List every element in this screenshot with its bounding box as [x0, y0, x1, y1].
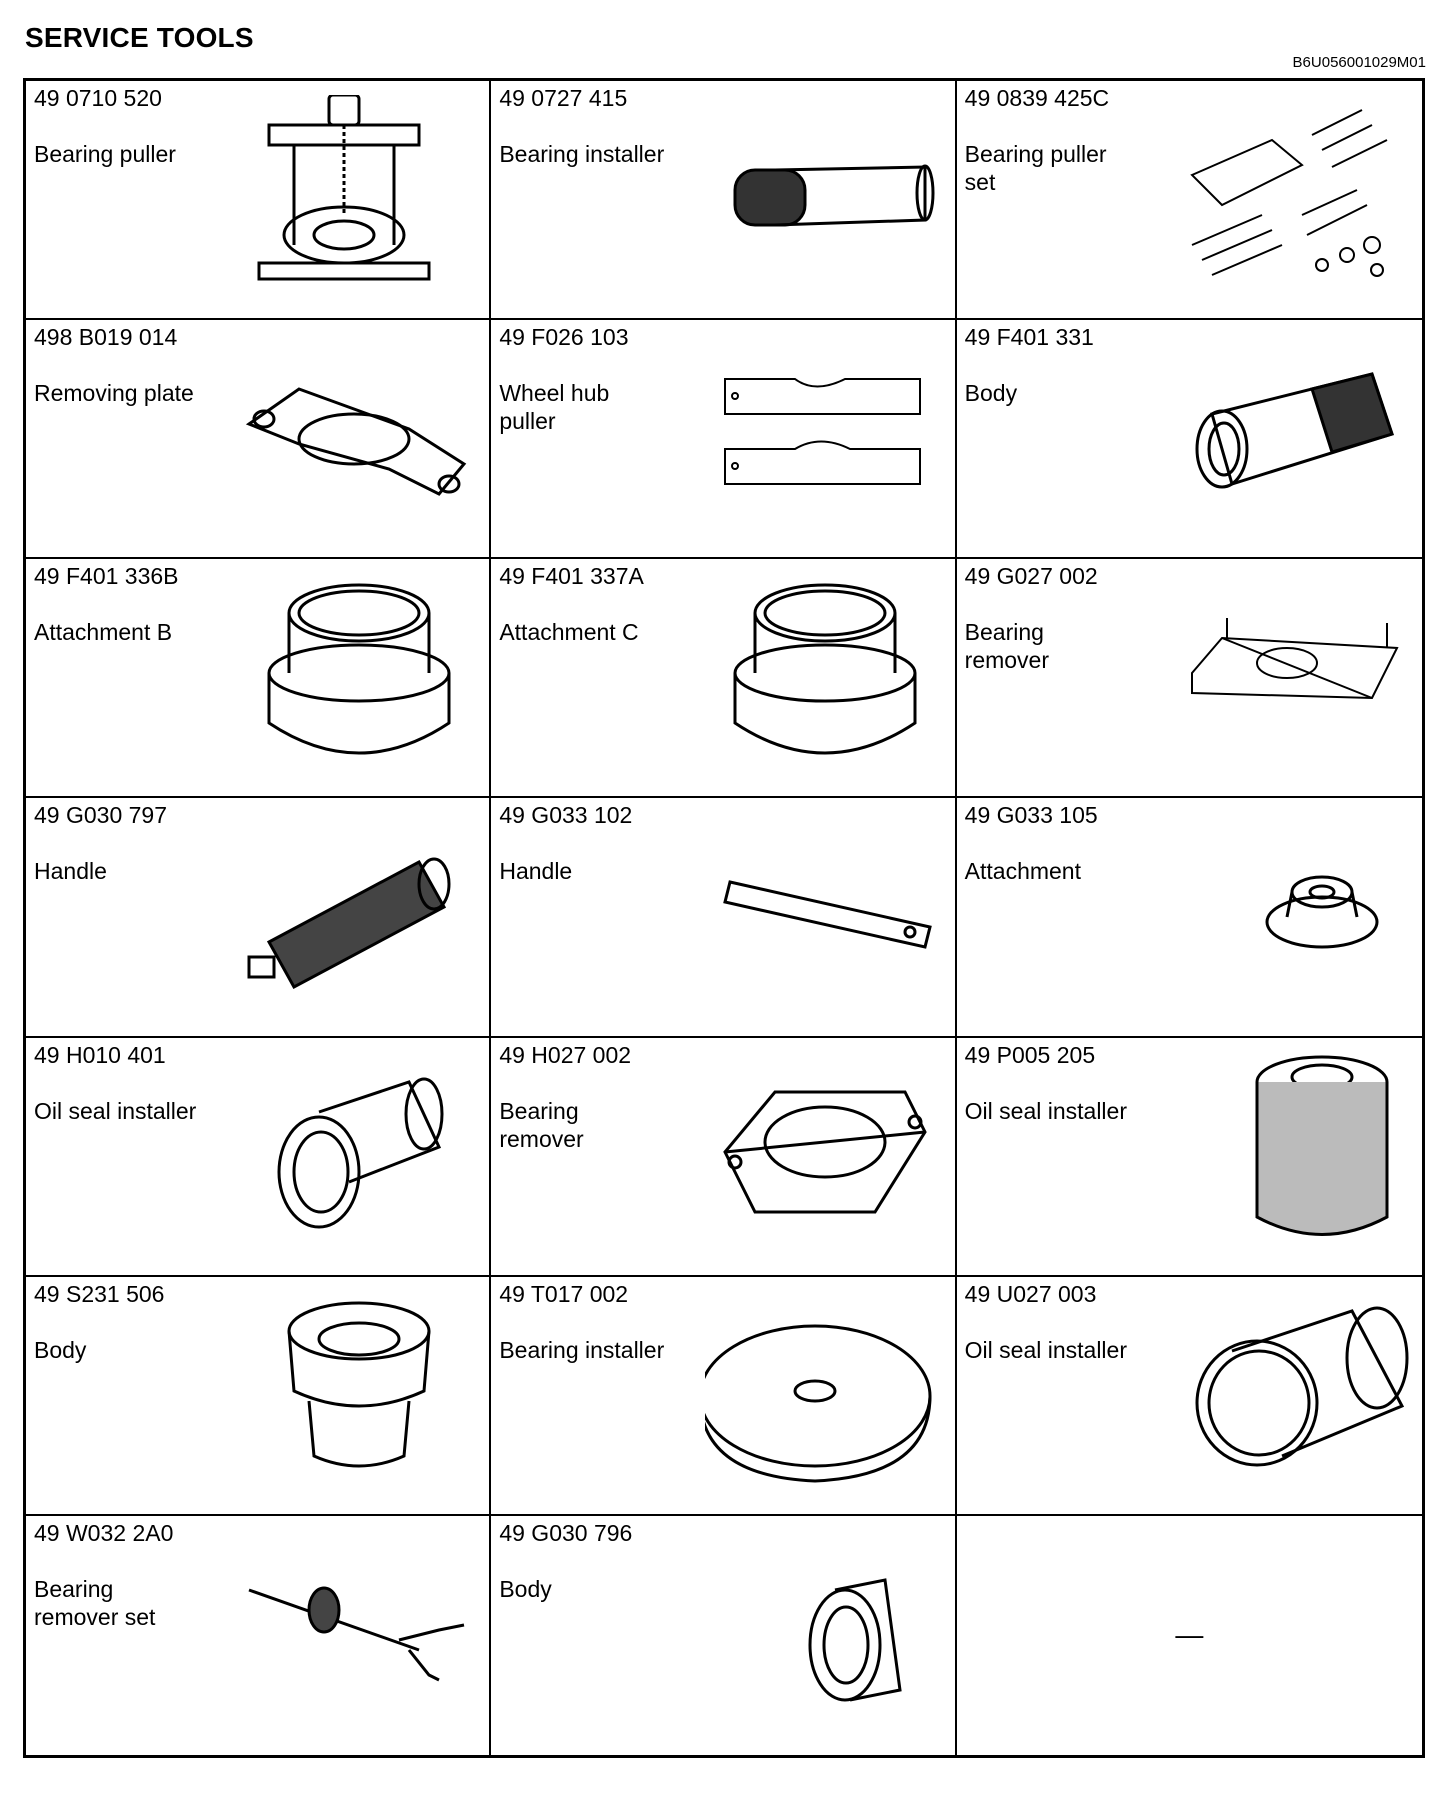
tool-cell — [26, 798, 491, 1037]
tool-name: Bearing installer — [499, 141, 665, 167]
attachment-c-icon — [705, 573, 945, 773]
wheel-hub-puller-icon — [705, 334, 945, 534]
part-number: 49 0839 425C — [964, 85, 1110, 111]
part-number: 49 U027 003 — [964, 1280, 1097, 1307]
bearing-installer-tube-icon — [705, 95, 945, 295]
tool-cell — [957, 1277, 1422, 1516]
tool-name: Bearing remover — [499, 1097, 584, 1152]
tool-cell — [26, 1516, 491, 1755]
part-number: 49 G033 105 — [964, 802, 1098, 829]
tool-name: Wheel hub puller — [499, 380, 610, 435]
tool-name: Attachment C — [499, 619, 639, 646]
part-number: 49 H027 002 — [499, 1041, 632, 1068]
tool-name: Body — [34, 1336, 87, 1363]
bearing-remover-plate-icon — [1172, 573, 1412, 773]
part-number: 49 T017 002 — [499, 1280, 629, 1307]
part-number: 49 F401 336B — [34, 563, 179, 590]
tool-cell — [957, 798, 1422, 1037]
tool-cell — [26, 320, 491, 559]
bearing-puller-icon — [239, 95, 479, 295]
part-number: 49 H010 401 — [34, 1041, 166, 1068]
tool-cell — [491, 81, 956, 320]
tool-cell — [26, 81, 491, 320]
tool-name: Body — [499, 1575, 552, 1602]
document-code: B6U056001029M01 — [1292, 54, 1426, 71]
page-title: SERVICE TOOLS — [25, 22, 254, 53]
bearing-puller-set-icon — [1172, 95, 1412, 295]
tool-cell — [491, 1038, 956, 1277]
body-cylinder-icon — [1172, 334, 1412, 534]
knurled-handle-icon — [239, 812, 479, 1012]
flat-disc-icon — [705, 1291, 945, 1491]
tool-cell — [491, 1516, 956, 1755]
tool-cell — [957, 320, 1422, 559]
empty-placeholder: — — [1175, 1619, 1204, 1651]
tool-name: Handle — [499, 858, 573, 885]
tool-cell — [491, 320, 956, 559]
part-number: 49 F401 337A — [499, 563, 644, 590]
tool-name: Oil seal installer — [34, 1097, 197, 1124]
part-number: 49 P005 205 — [964, 1041, 1096, 1068]
tool-cell — [26, 559, 491, 798]
part-number: 49 G030 796 — [499, 1519, 633, 1546]
tool-cell — [957, 559, 1422, 798]
tool-name: Oil seal installer — [964, 1097, 1127, 1124]
tool-cell — [491, 798, 956, 1037]
part-number: 49 F401 331 — [964, 324, 1094, 351]
part-number: 49 0710 520 — [34, 85, 162, 111]
tool-name: Bearing installer — [499, 1336, 665, 1363]
tool-name: Handle — [34, 858, 107, 885]
part-number: 49 G027 002 — [964, 563, 1098, 590]
open-cylinder-icon — [1172, 1291, 1412, 1491]
tool-name: Bearing puller set — [964, 141, 1107, 195]
tool-name: Attachment B — [34, 619, 173, 646]
part-number: 49 G033 102 — [499, 802, 633, 829]
part-number: 49 G030 797 — [34, 802, 168, 829]
knurled-drum-icon — [1172, 1052, 1412, 1252]
stepped-body-icon — [239, 1291, 479, 1491]
tool-cell — [26, 1277, 491, 1516]
part-number: 498 B019 014 — [34, 324, 178, 351]
tool-name: Bearing remover set — [34, 1575, 156, 1630]
split-bearing-remover-icon — [705, 1052, 945, 1252]
tool-name: Body — [964, 380, 1018, 407]
small-attachment-icon — [1172, 812, 1412, 1012]
tool-cell — [491, 559, 956, 798]
tool-name: Oil seal installer — [964, 1336, 1127, 1363]
attachment-b-icon — [239, 573, 479, 773]
tool-cell — [26, 1038, 491, 1277]
part-number: 49 F026 103 — [499, 324, 629, 351]
tool-name: Removing plate — [34, 380, 194, 407]
rod-handle-icon — [705, 812, 945, 1012]
empty-cell — [957, 1516, 1422, 1755]
tool-name: Bearing remover — [964, 619, 1050, 674]
service-tools-table — [23, 78, 1425, 1758]
removing-plate-icon — [239, 334, 479, 534]
tool-name: Bearing puller — [34, 141, 176, 167]
slide-hammer-icon — [239, 1530, 479, 1730]
part-number: 49 0727 415 — [499, 85, 628, 111]
part-number: 49 S231 506 — [34, 1280, 165, 1307]
oil-seal-installer-icon — [239, 1052, 479, 1252]
ring-body-icon — [705, 1530, 945, 1730]
tool-cell — [491, 1277, 956, 1516]
tool-name: Attachment — [964, 858, 1081, 885]
part-number: 49 W032 2A0 — [34, 1519, 174, 1546]
tool-cell — [957, 1038, 1422, 1277]
tool-cell — [957, 81, 1422, 320]
